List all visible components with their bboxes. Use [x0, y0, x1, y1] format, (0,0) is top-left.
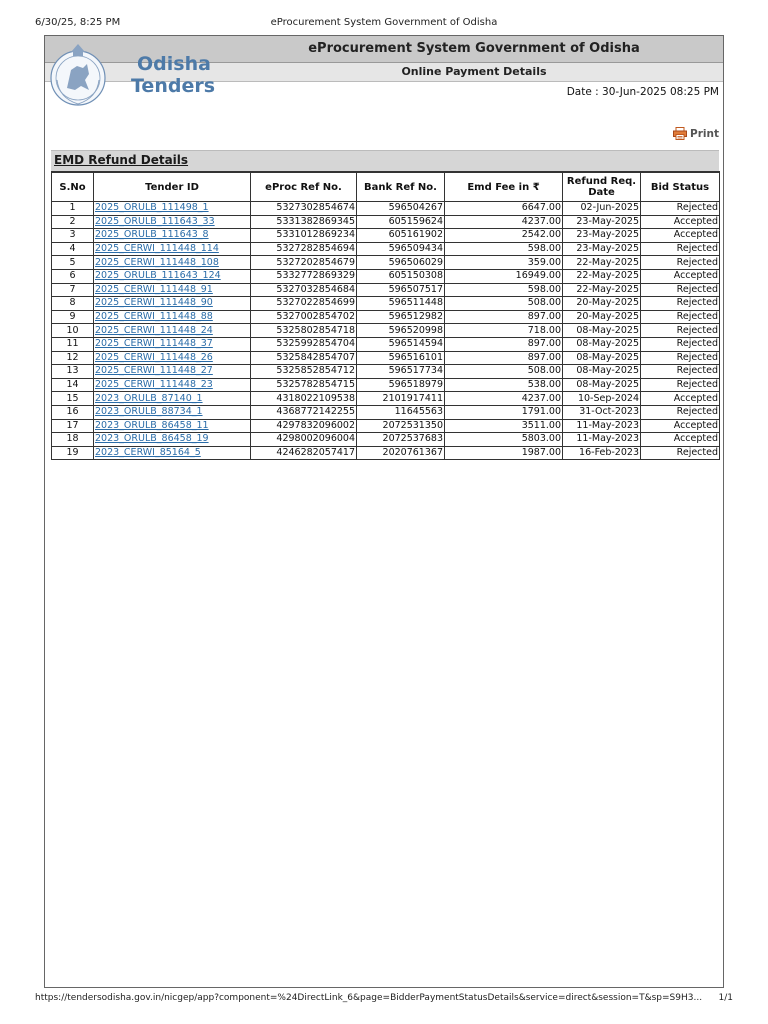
row-bank-ref: 596506029 [357, 256, 445, 270]
tender-id-link[interactable]: 2023_ORULB_88734_1 [94, 405, 251, 419]
row-emd-fee: 1791.00 [445, 405, 563, 419]
row-refund-date: 08-May-2025 [563, 378, 641, 392]
tender-id-link[interactable]: 2025_CERWI_111448_114 [94, 242, 251, 256]
tender-id-link[interactable]: 2025_ORULB_111498_1 [94, 202, 251, 216]
row-bank-ref: 596514594 [357, 337, 445, 351]
row-bid-status: Accepted [641, 433, 720, 447]
row-sno: 17 [52, 419, 94, 433]
row-emd-fee: 897.00 [445, 351, 563, 365]
row-sno: 14 [52, 378, 94, 392]
row-refund-date: 20-May-2025 [563, 297, 641, 311]
portal-frame [44, 35, 724, 988]
row-bid-status: Rejected [641, 446, 720, 460]
row-eproc-ref: 4297832096002 [251, 419, 357, 433]
table-row [52, 378, 720, 392]
row-eproc-ref: 5327302854674 [251, 202, 357, 216]
row-sno: 10 [52, 324, 94, 338]
tender-id-link[interactable]: 2025_ORULB_111643_33 [94, 215, 251, 229]
row-bid-status: Rejected [641, 351, 720, 365]
row-sno: 4 [52, 242, 94, 256]
logo-text-tenders: Tenders [131, 75, 216, 97]
portal-title: eProcurement System Government of Odisha [308, 41, 640, 56]
row-bank-ref: 2072537683 [357, 433, 445, 447]
row-bank-ref: 596509434 [357, 242, 445, 256]
table-row [52, 392, 720, 406]
column-header-sno: S.No [52, 172, 94, 202]
row-eproc-ref: 4368772142255 [251, 405, 357, 419]
row-eproc-ref: 5327002854702 [251, 310, 357, 324]
row-bid-status: Rejected [641, 365, 720, 379]
row-bank-ref: 2020761367 [357, 446, 445, 460]
odisha-emblem-icon [47, 40, 109, 116]
page-url: https://tendersodisha.gov.in/nicgep/app?component=%24DirectLink_6&page=BidderPaymentStatusDetails&service=direct&session=T&sp=S9H3... [35, 993, 703, 1003]
section-title: EMD Refund Details [54, 153, 189, 167]
row-sno: 5 [52, 256, 94, 270]
print-header [35, 17, 733, 31]
row-bid-status: Rejected [641, 256, 720, 270]
row-emd-fee: 16949.00 [445, 269, 563, 283]
row-bid-status: Accepted [641, 229, 720, 243]
row-eproc-ref: 5331012869234 [251, 229, 357, 243]
tender-id-link[interactable]: 2025_ORULB_111643_124 [94, 269, 251, 283]
row-eproc-ref: 5325782854715 [251, 378, 357, 392]
row-bid-status: Accepted [641, 392, 720, 406]
table-row [52, 256, 720, 270]
table-row [52, 337, 720, 351]
current-date: Date : 30-Jun-2025 08:25 PM [566, 86, 719, 98]
row-sno: 12 [52, 351, 94, 365]
row-bid-status: Accepted [641, 269, 720, 283]
row-eproc-ref: 5325842854707 [251, 351, 357, 365]
odisha-tenders-logo[interactable] [47, 40, 217, 112]
row-sno: 8 [52, 297, 94, 311]
page-title: Online Payment Details [401, 65, 547, 78]
column-header-tender-id: Tender ID [94, 172, 251, 202]
row-refund-date: 22-May-2025 [563, 269, 641, 283]
row-bank-ref: 596518979 [357, 378, 445, 392]
table-row [52, 283, 720, 297]
row-bid-status: Rejected [641, 202, 720, 216]
table-row [52, 324, 720, 338]
row-emd-fee: 598.00 [445, 283, 563, 297]
row-bank-ref: 2072531350 [357, 419, 445, 433]
row-sno: 16 [52, 405, 94, 419]
emd-refund-table [51, 171, 720, 460]
row-refund-date: 23-May-2025 [563, 229, 641, 243]
row-emd-fee: 5803.00 [445, 433, 563, 447]
row-refund-date: 08-May-2025 [563, 324, 641, 338]
row-emd-fee: 508.00 [445, 297, 563, 311]
row-eproc-ref: 5327022854699 [251, 297, 357, 311]
tender-id-link[interactable]: 2023_ORULB_86458_19 [94, 433, 251, 447]
print-title: eProcurement System Government of Odisha [270, 17, 498, 28]
row-eproc-ref: 4246282057417 [251, 446, 357, 460]
row-emd-fee: 897.00 [445, 310, 563, 324]
column-header-refund-date: Refund Req. Date [563, 172, 641, 202]
tender-id-link[interactable]: 2025_CERWI_111448_108 [94, 256, 251, 270]
row-bid-status: Accepted [641, 215, 720, 229]
row-bank-ref: 605159624 [357, 215, 445, 229]
table-row [52, 405, 720, 419]
row-bank-ref: 596504267 [357, 202, 445, 216]
page-count: 1/1 [718, 993, 733, 1003]
table-row [52, 297, 720, 311]
row-emd-fee: 359.00 [445, 256, 563, 270]
row-refund-date: 11-May-2023 [563, 433, 641, 447]
tender-id-link[interactable]: 2023_CERWI_85164_5 [94, 446, 251, 460]
row-refund-date: 16-Feb-2023 [563, 446, 641, 460]
row-refund-date: 31-Oct-2023 [563, 405, 641, 419]
row-eproc-ref: 4318022109538 [251, 392, 357, 406]
logo-text-odisha: Odisha [137, 53, 211, 75]
print-button-label: Print [690, 128, 719, 140]
row-bid-status: Rejected [641, 337, 720, 351]
row-bid-status: Rejected [641, 297, 720, 311]
row-refund-date: 11-May-2023 [563, 419, 641, 433]
row-sno: 15 [52, 392, 94, 406]
row-sno: 9 [52, 310, 94, 324]
row-refund-date: 22-May-2025 [563, 283, 641, 297]
table-header-row [52, 172, 720, 202]
row-emd-fee: 538.00 [445, 378, 563, 392]
table-row [52, 242, 720, 256]
row-emd-fee: 598.00 [445, 242, 563, 256]
row-bank-ref: 605161902 [357, 229, 445, 243]
row-bank-ref: 596511448 [357, 297, 445, 311]
column-header-bid-status: Bid Status [641, 172, 720, 202]
row-eproc-ref: 5327032854684 [251, 283, 357, 297]
row-bank-ref: 596507517 [357, 283, 445, 297]
row-sno: 19 [52, 446, 94, 460]
column-header-bank-ref: Bank Ref No. [357, 172, 445, 202]
row-bank-ref: 596520998 [357, 324, 445, 338]
table-row [52, 269, 720, 283]
table-row [52, 202, 720, 216]
column-header-eproc-ref: eProc Ref No. [251, 172, 357, 202]
row-eproc-ref: 5327202854679 [251, 256, 357, 270]
row-emd-fee: 3511.00 [445, 419, 563, 433]
table-row [52, 310, 720, 324]
row-eproc-ref: 5327282854694 [251, 242, 357, 256]
row-emd-fee: 508.00 [445, 365, 563, 379]
row-bank-ref: 605150308 [357, 269, 445, 283]
row-emd-fee: 1987.00 [445, 446, 563, 460]
tender-id-link[interactable]: 2025_CERWI_111448_23 [94, 378, 251, 392]
row-bid-status: Rejected [641, 378, 720, 392]
row-emd-fee: 2542.00 [445, 229, 563, 243]
printer-icon [673, 128, 690, 140]
column-header-emd-fee: Emd Fee in ₹ [445, 172, 563, 202]
row-bid-status: Rejected [641, 405, 720, 419]
table-row [52, 365, 720, 379]
section-header [51, 150, 719, 171]
row-eproc-ref: 5325802854718 [251, 324, 357, 338]
table-row [52, 433, 720, 447]
tender-id-link[interactable]: 2023_ORULB_86458_11 [94, 419, 251, 433]
row-sno: 11 [52, 337, 94, 351]
row-sno: 18 [52, 433, 94, 447]
row-emd-fee: 6647.00 [445, 202, 563, 216]
table-body [52, 202, 720, 460]
row-sno: 3 [52, 229, 94, 243]
row-eproc-ref: 5325852854712 [251, 365, 357, 379]
row-refund-date: 02-Jun-2025 [563, 202, 641, 216]
row-eproc-ref: 5331382869345 [251, 215, 357, 229]
row-refund-date: 08-May-2025 [563, 365, 641, 379]
row-emd-fee: 4237.00 [445, 392, 563, 406]
row-sno: 7 [52, 283, 94, 297]
row-bid-status: Rejected [641, 310, 720, 324]
row-eproc-ref: 5325992854704 [251, 337, 357, 351]
row-eproc-ref: 4298002096004 [251, 433, 357, 447]
tender-id-link[interactable]: 2025_CERWI_111448_26 [94, 351, 251, 365]
row-sno: 6 [52, 269, 94, 283]
table-row [52, 215, 720, 229]
tender-id-link[interactable]: 2025_CERWI_111448_90 [94, 297, 251, 311]
tender-id-link[interactable]: 2025_ORULB_111643_8 [94, 229, 251, 243]
row-emd-fee: 718.00 [445, 324, 563, 338]
row-bank-ref: 2101917411 [357, 392, 445, 406]
row-refund-date: 23-May-2025 [563, 215, 641, 229]
row-sno: 2 [52, 215, 94, 229]
row-refund-date: 23-May-2025 [563, 242, 641, 256]
row-bid-status: Accepted [641, 419, 720, 433]
row-refund-date: 22-May-2025 [563, 256, 641, 270]
row-sno: 1 [52, 202, 94, 216]
row-eproc-ref: 5332772869329 [251, 269, 357, 283]
row-bank-ref: 596512982 [357, 310, 445, 324]
print-footer [35, 993, 733, 1007]
row-bid-status: Rejected [641, 242, 720, 256]
tender-id-link[interactable]: 2025_CERWI_111448_91 [94, 283, 251, 297]
tender-id-link[interactable]: 2025_CERWI_111448_27 [94, 365, 251, 379]
row-refund-date: 08-May-2025 [563, 337, 641, 351]
table-row [52, 351, 720, 365]
row-sno: 13 [52, 365, 94, 379]
table-row [52, 419, 720, 433]
print-date: 6/30/25, 8:25 PM [35, 17, 121, 28]
row-bank-ref: 596516101 [357, 351, 445, 365]
row-bank-ref: 11645563 [357, 405, 445, 419]
row-refund-date: 08-May-2025 [563, 351, 641, 365]
row-emd-fee: 4237.00 [445, 215, 563, 229]
print-button[interactable] [673, 127, 719, 141]
row-bid-status: Rejected [641, 324, 720, 338]
tender-id-link[interactable]: 2025_CERWI_111448_88 [94, 310, 251, 324]
row-bank-ref: 596517734 [357, 365, 445, 379]
row-emd-fee: 897.00 [445, 337, 563, 351]
tender-id-link[interactable]: 2025_CERWI_111448_24 [94, 324, 251, 338]
table-row [52, 446, 720, 460]
tender-id-link[interactable]: 2025_CERWI_111448_37 [94, 337, 251, 351]
table-row [52, 229, 720, 243]
row-refund-date: 20-May-2025 [563, 310, 641, 324]
row-refund-date: 10-Sep-2024 [563, 392, 641, 406]
tender-id-link[interactable]: 2023_ORULB_87140_1 [94, 392, 251, 406]
row-bid-status: Rejected [641, 283, 720, 297]
